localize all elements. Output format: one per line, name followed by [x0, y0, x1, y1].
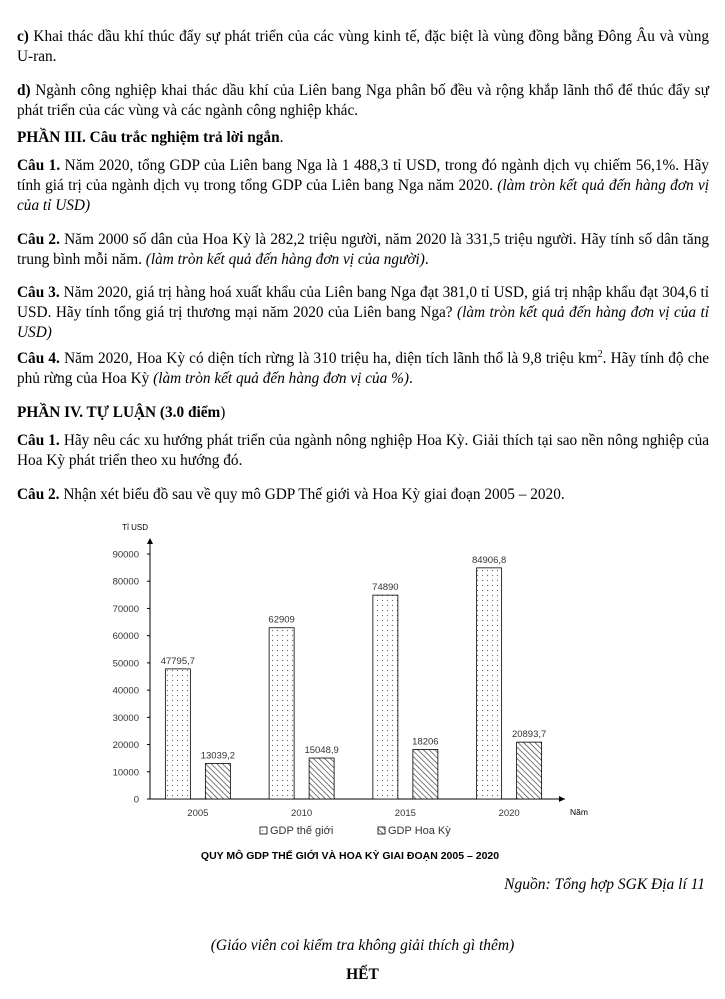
- x-tick-label: 2005: [187, 808, 209, 819]
- item-d-text: Ngành công nghiệp khai thác dầu khí của Liên bang Nga phân bố đều và rộng khắp lãnh thổ để thúc đẩy sự phát triển của các vùng và các ngành công nghiệp khác.: [17, 82, 709, 119]
- part3-question-2: [17, 230, 709, 270]
- superscript: 2: [597, 348, 603, 360]
- question-tail: .: [409, 370, 413, 387]
- question-text: Nhận xét biểu đồ sau về quy mô GDP Thế giới và Hoa Kỳ giai đoạn 2005 – 2020.: [59, 486, 565, 503]
- bar-value-label: 15048,9: [304, 745, 339, 757]
- bar: [309, 758, 334, 799]
- part4-heading: [17, 403, 709, 423]
- bar: [477, 568, 502, 799]
- question-hint: (làm tròn kết quả đến hàng đơn vị của tỉ USD): [17, 304, 709, 341]
- question-tail: .: [424, 251, 429, 268]
- question-label: Câu 3.: [17, 284, 60, 301]
- part4-heading-text: PHẦN IV. TỰ LUẬN (: [17, 404, 166, 421]
- legend-label: GDP thế giới: [270, 825, 334, 837]
- part3-heading-tail: .: [279, 129, 284, 146]
- bar-value-label: 18206: [412, 736, 439, 748]
- bar-value-label: 13039,2: [200, 750, 236, 762]
- bar: [165, 669, 190, 799]
- bar: [373, 595, 398, 799]
- end-marker: HẾT: [346, 966, 379, 983]
- y-tick-label: 0: [133, 794, 139, 806]
- item-d: [17, 81, 709, 121]
- source-note: Nguồn: Tổng hợp SGK Địa lí 11: [504, 876, 705, 893]
- bar: [269, 628, 294, 799]
- chart-title: QUY MÔ GDP THẾ GIỚI VÀ HOA KỲ GIAI ĐOẠN 2005 – 2020: [200, 850, 500, 862]
- part3-question-3: [17, 283, 709, 343]
- part3-question-1: [17, 156, 709, 216]
- question-text: Năm 2020, tổng GDP của Liên bang Nga là 1 488,3 tỉ USD, trong đó ngành dịch vụ chiếm 56,1%. Hãy tính giá trị của ngành dịch vụ trong tổng GDP của Liên bang Nga năm 2020.: [17, 157, 710, 194]
- y-tick-label: 30000: [112, 712, 139, 724]
- part4-heading-score: 3.0 điểm: [165, 404, 221, 421]
- x-tick-label: 2015: [394, 808, 416, 819]
- bar-value-label: 20893,7: [511, 729, 547, 741]
- part4-heading-tail: ): [220, 404, 226, 421]
- item-c-letter: c): [17, 28, 29, 45]
- y-axis-label: Tỉ USD: [122, 523, 148, 532]
- y-tick-label: 40000: [112, 685, 139, 697]
- question-hint: (làm tròn kết quả đến hàng đơn vị của %): [153, 370, 409, 387]
- question-label: Câu 2.: [17, 231, 60, 248]
- question-text: Năm 2020, giá trị hàng hoá xuất khẩu của Liên bang Nga đạt 381,0 tỉ USD, giá trị nhập khẩu đạt 304,6 tỉ USD. Hãy tính tổng giá trị thương mại năm 2020 của Liên bang Nga?: [17, 284, 709, 321]
- question-text: Năm 2020, Hoa Kỳ có diện tích rừng là 310 triệu ha, diện tích lãnh thổ là 9,8 triệu km: [59, 350, 598, 367]
- question-text: Năm 2000 số dân của Hoa Kỳ là 282,2 triệu người, năm 2020 là 331,5 triệu người. Hãy tính số dân tăng trung bình mỗi năm.: [17, 231, 709, 268]
- y-tick-label: 80000: [112, 576, 139, 588]
- question-label: Câu 1.: [17, 157, 61, 174]
- question-label: Câu 2.: [17, 486, 60, 503]
- bar-value-label: 47795,7: [160, 655, 196, 667]
- part4-question-2: [17, 485, 709, 505]
- y-tick-label: 50000: [112, 658, 139, 670]
- question-text: Hãy nêu các xu hướng phát triển của ngành nông nghiệp Hoa Kỳ. Giải thích tại sao nền nông nghiệp của Hoa Kỳ phát triển theo xu hướng đó.: [17, 432, 710, 469]
- item-c: [17, 27, 709, 67]
- bar-value-label: 84906,8: [471, 554, 507, 566]
- gdp-chart: [95, 518, 615, 863]
- legend-swatch: [260, 827, 267, 834]
- part3-heading: [17, 128, 709, 148]
- x-tick-label: 2020: [498, 808, 520, 819]
- bar-value-label: 62909: [268, 614, 295, 626]
- item-d-letter: d): [17, 82, 31, 99]
- bar: [413, 749, 438, 799]
- bar: [517, 742, 542, 799]
- y-tick-label: 20000: [112, 740, 139, 752]
- teacher-note: (Giáo viên coi kiểm tra không giải thích gì thêm): [210, 937, 515, 954]
- part3-heading-text: PHẦN III. Câu trắc nghiệm trả lời ngắn: [17, 129, 280, 146]
- legend-label: GDP Hoa Kỳ: [388, 825, 451, 837]
- item-c-text: Khai thác dầu khí thúc đẩy sự phát triển của các vùng kinh tế, đặc biệt là vùng đồng bằng Đông Âu và vùng U-ran.: [17, 28, 709, 65]
- gdp-chart-svg: [95, 518, 615, 863]
- y-tick-label: 70000: [112, 603, 139, 615]
- x-axis-label: Năm: [570, 807, 588, 817]
- question-hint: (làm tròn kết quả đến hàng đơn vị của tỉ USD): [17, 177, 709, 214]
- part4-question-1: [17, 431, 709, 471]
- x-axis-arrow: [559, 796, 565, 802]
- legend-swatch: [378, 827, 385, 834]
- question-label: Câu 4.: [17, 350, 60, 367]
- y-tick-label: 10000: [112, 767, 139, 779]
- part3-question-4: [17, 349, 709, 389]
- y-tick-label: 60000: [112, 631, 139, 643]
- question-hint: (làm tròn kết quả đến hàng đơn vị của người): [141, 251, 425, 268]
- bar-value-label: 74890: [372, 582, 399, 594]
- y-tick-label: 90000: [112, 549, 139, 561]
- question-label: Câu 1.: [17, 432, 60, 449]
- x-tick-label: 2010: [291, 808, 313, 819]
- bar: [205, 764, 230, 799]
- y-axis-arrow: [147, 538, 153, 544]
- question-text-2: . Hãy tính độ che phủ rừng của Hoa Kỳ: [17, 350, 710, 387]
